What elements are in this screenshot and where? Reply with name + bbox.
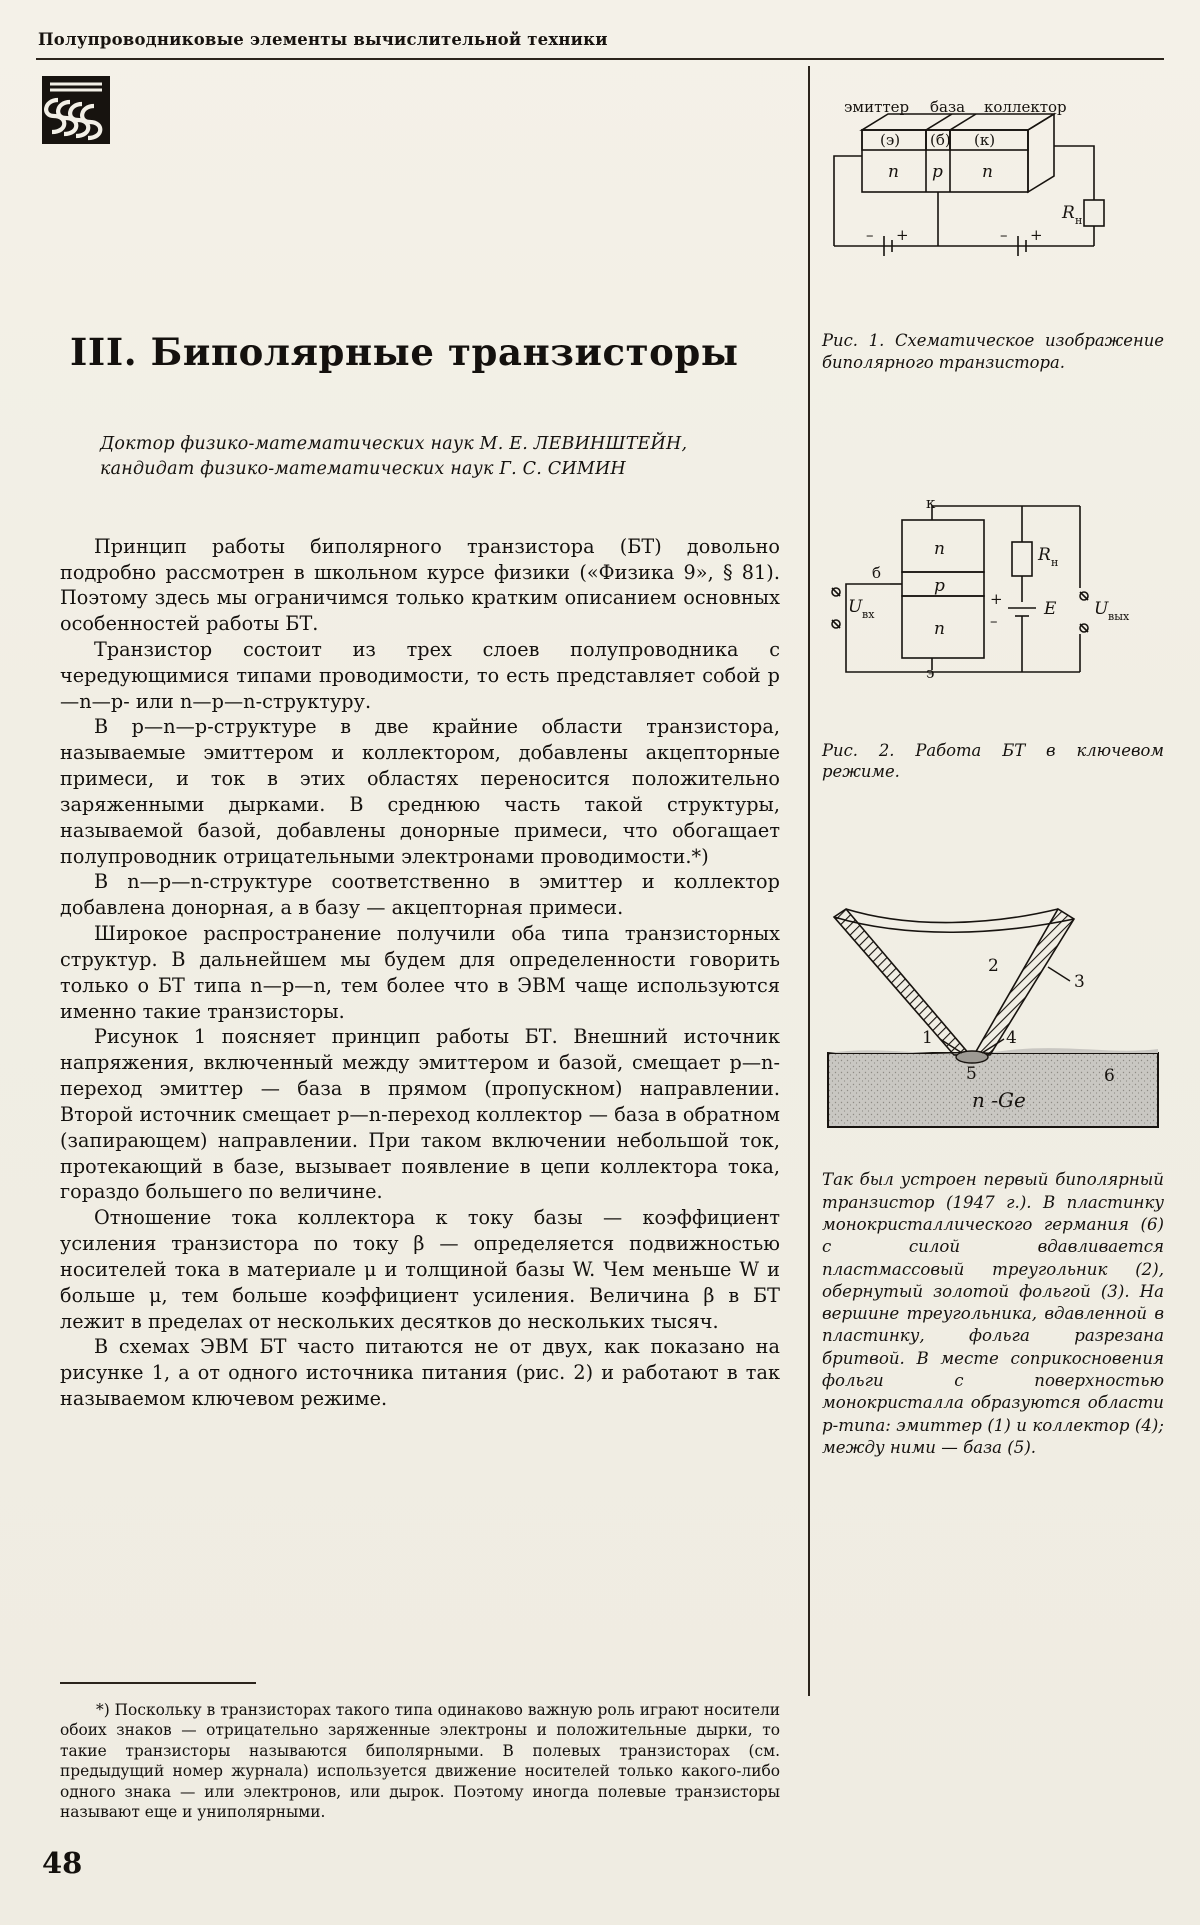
author-line-2: кандидат физико-математических наук Г. С. СИМИН	[100, 458, 626, 479]
decorative-ornament-icon	[42, 76, 110, 144]
paragraph: Рисунок 1 поясняет принцип работы БТ. Внешний источник напряжения, включенный между эмиттером и базой, смещает p—n-переход эмиттер — база в прямом (пропускном) направлении. Второй источник смещает p—n-переход коллектор — база в обратном (запирающем) направлении. При таком включении небольшой ток, протекающий в базе, вызывает появление в цепи коллектора тока, гораздо большего по величине.	[60, 1025, 780, 1204]
paragraph: Широкое распространение получили оба типа транзисторных структур. В дальнейшем мы будем для определенности говорить только о БТ типа n—p—n, тем более что в ЭВМ чаще используются именно такие транзисторы.	[60, 922, 780, 1023]
figure-1-plus-1: +	[896, 226, 909, 244]
paragraph: В n—p—n-структуре соответственно в эмиттер и коллектор добавлена донорная, а в базу — акцепторная примеси.	[60, 870, 780, 920]
figure-2-uout-label: U	[1094, 598, 1109, 619]
figure-3-label-4: 4	[1006, 1028, 1017, 1049]
running-head: Полупроводниковые элементы вычислительной техники	[38, 30, 608, 49]
figure-1-cell-e: (э)	[880, 131, 901, 149]
figure-1-label-collector: коллектор	[984, 98, 1067, 116]
figure-2-terminal-b: б	[872, 563, 882, 582]
figure-3	[822, 903, 1164, 1459]
figure-2-uin-label: U	[848, 596, 863, 617]
figure-2-load-sub: н	[1051, 555, 1059, 569]
figure-2-uout-sub: вых	[1108, 609, 1130, 623]
figure-1-label-emitter: эмиттер	[844, 98, 910, 116]
figure-2	[822, 484, 1164, 784]
figure-1-cell-b: (б)	[930, 131, 951, 149]
figure-2-caption: Рис. 2. Работа БТ в ключевом режиме.	[822, 740, 1164, 782]
page-number: 48	[42, 1846, 83, 1880]
figure-2-layer-n-bottom: n	[934, 618, 945, 639]
figure-2-uin-sub: вх	[862, 607, 875, 621]
figures-column	[822, 96, 1164, 1459]
figure-1-drawing	[822, 96, 1164, 336]
figure-2-layer-n-top: n	[934, 538, 945, 559]
figure-2-terminal-e: э	[926, 663, 935, 682]
figure-3-label-3: 3	[1074, 972, 1085, 993]
figure-1-layer-n-left: n	[888, 162, 899, 182]
article-body	[60, 330, 780, 1412]
figure-1-plus-2: +	[1030, 226, 1043, 244]
figure-1-label-base: база	[930, 98, 966, 116]
figure-2-plus-sign: +	[990, 589, 1003, 608]
figure-3-label-5: 5	[966, 1064, 977, 1085]
figure-3-label-1: 1	[922, 1028, 933, 1049]
figure-1-layer-p: p	[932, 162, 943, 182]
figure-2-layer-p: p	[934, 575, 945, 596]
figure-1-load-sub: н	[1075, 214, 1083, 227]
header-divider	[36, 58, 1164, 60]
figure-2-terminal-k: к	[926, 493, 936, 512]
figure-3-caption: Так был устроен первый биполярный транзистор (1947 г.). В пластинку монокристаллического германия (6) с силой вдавливается пластмассовый треугольник (2), обернутый золотой фольгой (3). На вершине треугольника, вдавленной в пластинку, фольга разрезана бритвой. В месте соприкосновения фольги с поверхностью монокристалла образуются области p-типа: эмиттер (1) и коллектор (4); между ними — база (5).	[822, 1170, 1164, 1457]
footnote-divider	[60, 1682, 256, 1684]
page-title: III. Биполярные транзисторы	[70, 330, 739, 374]
figure-3-material-label: n -Ge	[972, 1088, 1026, 1113]
figure-1-caption: Рис. 1. Схематическое изображение биполярного транзистора.	[822, 331, 1164, 372]
authors-block	[100, 432, 780, 482]
column-divider	[808, 66, 810, 1696]
paragraph: Транзистор состоит из трех слоев полупроводника с чередующимися типами проводимости, то есть представляет собой p—n—p- или n—p—n-структуру.	[60, 638, 780, 713]
figure-1-layer-n-right: n	[982, 162, 993, 182]
footnote	[60, 1700, 780, 1822]
figure-3-drawing	[822, 903, 1164, 1155]
footnote-text: *) Поскольку в транзисторах такого типа одинаково важную роль играют носители обоих знаков — отрицательно заряженные электроны и положительные дырки, то такие транзисторы называются биполярными. В полевых транзисторах (см. предыдущий номер журнала) используется движение носителей только какого-либо одного знака — или электронов, или дырок. Поэтому иногда полевые транзисторы называют еще и униполярными.	[60, 1701, 780, 1822]
paragraph: В p—n—p-структуре в две крайние области транзистора, называемые эмиттером и коллектором, добавлены акцепторные примеси, и ток в этих областях переносится положительно заряженными дырками. В среднюю часть такой структуры, называемой базой, добавлены донорные примеси, что обогащает полупроводник отрицательными электронами проводимости.*)	[60, 715, 780, 868]
figure-1-minus-2: –	[1000, 226, 1008, 244]
figure-1	[822, 96, 1164, 374]
figure-2-minus-sign: –	[990, 611, 998, 630]
figure-1-minus-1: –	[866, 226, 874, 244]
paragraph: В схемах ЭВМ БТ часто питаются не от двух, как показано на рисунке 1, а от одного источника питания (рис. 2) и работают в так называемом ключевом режиме.	[60, 1335, 780, 1411]
figure-3-label-2: 2	[988, 956, 999, 977]
figure-1-cell-k: (к)	[974, 131, 996, 149]
paragraph: Принцип работы биполярного транзистора (БТ) довольно подробно рассмотрен в школьном курсе физики («Физика 9», § 81). Поэтому здесь мы ограничимся только кратким описанием основных особенностей работы БТ.	[60, 534, 780, 636]
figure-2-drawing	[822, 484, 1164, 744]
figure-2-load-label: R	[1038, 544, 1051, 565]
paragraph: Отношение тока коллектора к току базы — коэффициент усиления транзистора по току β — определяется подвижностью носителей тока в материале μ и толщиной базы W. Чем меньше W и больше μ, тем больше коэффициент усиления. Величина β в БТ лежит в пределах от нескольких десятков до нескольких тысяч.	[60, 1206, 780, 1333]
figure-3-label-6: 6	[1104, 1066, 1115, 1087]
article-text	[60, 534, 780, 1412]
figure-2-source-label: E	[1044, 598, 1057, 619]
figure-1-load-label: R	[1062, 203, 1075, 223]
author-line-1: Доктор физико-математических наук М. Е. ЛЕВИНШТЕЙН,	[100, 434, 688, 454]
